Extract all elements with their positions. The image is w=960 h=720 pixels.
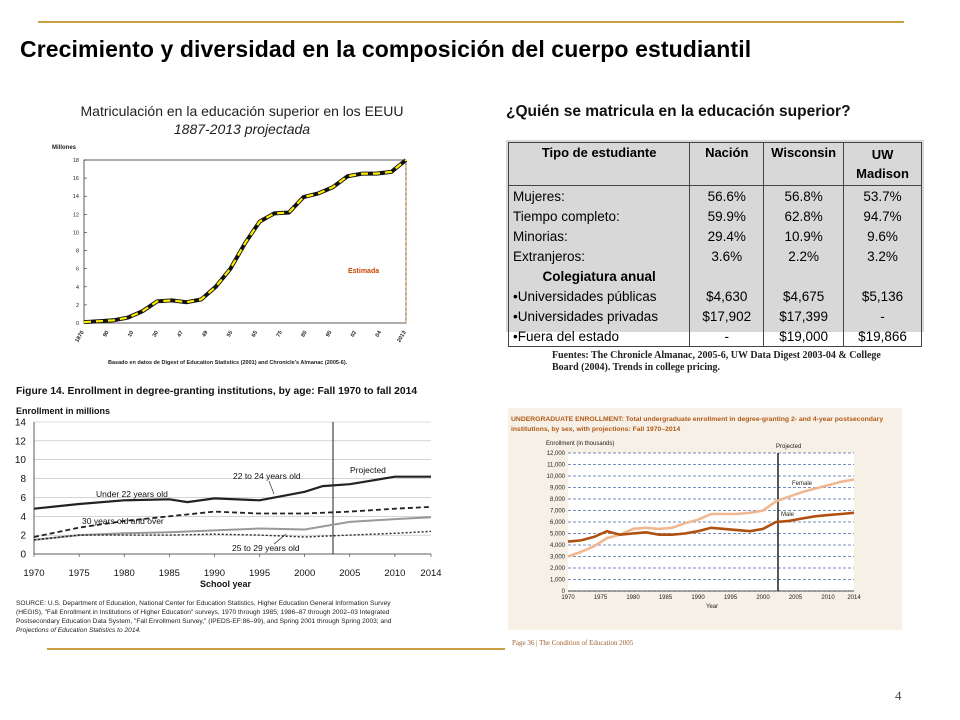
table-title: ¿Quién se matricula en la educación superior? (506, 103, 851, 120)
chart3-ylabel: Enrollment (in thousands) (546, 441, 615, 447)
table-empty-cell (764, 266, 844, 286)
table-panel (506, 140, 924, 344)
chart2-svg (14, 380, 450, 638)
chart1-series-outline (84, 160, 406, 322)
table-row (509, 226, 922, 246)
chart1-xtick-label: 02 (349, 330, 359, 339)
chart2-label-30plus: 30 years old and over (82, 516, 164, 526)
bottom-rule (47, 648, 505, 650)
chart3-ytick-label: 9,000 (549, 485, 565, 492)
demographic-cell-1: 59.9% (690, 206, 764, 226)
chart2-ytick-label: 14 (14, 417, 26, 429)
chart1-ytick-label: 14 (72, 194, 79, 201)
chart2-ylabel: Enrollment in millions (16, 406, 111, 416)
chart3-ytick-label: 3,000 (549, 554, 565, 561)
tuition-cell-2: $17,399 (764, 306, 844, 326)
chart3-projected-label: Projected (776, 444, 802, 450)
chart1-estimate-label: Estimada (348, 268, 380, 275)
chart2-label-25to29: 25 to 29 years old (232, 543, 300, 553)
demographic-cell-3: 3.2% (844, 246, 922, 266)
page-number: 4 (895, 688, 902, 703)
chart3-ytick-label: 6,000 (549, 520, 565, 526)
demographic-cell-2: 10.9% (764, 226, 844, 246)
chart1-ytick-label: 0 (75, 321, 79, 327)
chart2-projected-label: Projected (350, 465, 386, 475)
chart2-xtick-label: 2005 (339, 568, 361, 579)
demographic-cell-0: Mujeres: (509, 186, 690, 207)
chart1-xtick-label: 55 (226, 330, 235, 339)
chart1-xtick-label: 65 (250, 330, 260, 339)
chart3-title-line1: UNDERGRADUATE ENROLLMENT: Total undergraduate enrollment in degree-granting 2- and 4-year postsecondary (511, 416, 884, 423)
demographic-cell-3: 94.7% (844, 206, 922, 226)
chart2-ytick-label: 12 (14, 436, 26, 448)
tuition-cell-0: •Fuera del estado (509, 326, 690, 347)
demographic-cell-2: 56.8% (764, 186, 844, 207)
chart2-xlabel: School year (200, 579, 252, 589)
chart3-footer: Page 36 | The Condition of Education 2005 (512, 639, 634, 647)
tuition-cell-2: $19,000 (764, 326, 844, 347)
table-source-line2: Board (2004). Trends in college pricing. (552, 362, 721, 373)
table-subheader-row (509, 266, 922, 286)
chart1-xtick-label: 1870 (74, 330, 86, 344)
chart2-label-22to24-leader (269, 481, 274, 494)
chart2-xtick-label: 1985 (158, 568, 180, 579)
chart1-xtick-label: 49 (201, 330, 210, 339)
chart2-source-line2: (HEGIS), "Fall Enrollment in Institutions of Higher Education" surveys, 1970 through 1985; 1986–87 through 2002–03 Integrated (16, 609, 390, 616)
chart1-title-line2: 1887-2013 projectada (173, 121, 311, 137)
th-wisconsin: Wisconsin (764, 143, 844, 186)
chart2-ytick-label: 2 (20, 530, 26, 542)
chart2-series-line (34, 531, 431, 540)
chart1-xtick-label: 95 (325, 330, 334, 339)
chart3-xtick-label: 1995 (723, 595, 738, 601)
chart3-xtick-label: 2010 (821, 595, 835, 601)
chart3-ytick-label: 10,000 (546, 474, 565, 480)
tuition-cell-0: •Universidades públicas (509, 286, 690, 306)
chart1-ytick-label: 4 (75, 284, 79, 291)
chart3-xtick-label: 1975 (593, 595, 608, 601)
demographic-cell-2: 62.8% (764, 206, 844, 226)
chart2-ytick-label: 6 (20, 492, 26, 504)
tuition-cell-0: •Universidades privadas (509, 306, 690, 326)
chart1-ytick-label: 2 (75, 302, 79, 309)
th-nation: Nación (690, 143, 764, 186)
chart3-ytick-label: 4,000 (549, 543, 565, 549)
chart1-ytick-label: 6 (75, 266, 79, 273)
tuition-cell-1: $4,630 (690, 286, 764, 306)
chart3-ytick-label: 5,000 (549, 531, 565, 538)
chart3-ytick-label: 2,000 (549, 566, 565, 572)
chart2-ytick-label: 0 (20, 549, 26, 561)
chart2-panel (14, 380, 450, 638)
chart3-xtick-label: 2000 (756, 595, 770, 601)
chart1-ytick-label: 10 (72, 230, 79, 237)
chart3-ytick-label: 7,000 (549, 508, 565, 515)
chart3-xtick-label: 2005 (788, 595, 803, 601)
top-rule (38, 21, 904, 23)
chart3-xtick-label: 2014 (847, 595, 861, 601)
table-empty-cell (844, 266, 922, 286)
chart2-label-under22: Under 22 years old (96, 489, 168, 499)
table-source-line1: Fuentes: The Chronicle Almanac, 2005-6, UW Data Digest 2003-04 & College (552, 350, 881, 361)
chart1-ylabel: Millones (52, 145, 77, 151)
table-header-row (509, 143, 922, 186)
chart3-xlabel: Year (706, 604, 719, 610)
chart1-ytick-label: 12 (72, 212, 79, 219)
chart2-xtick-label: 2000 (294, 568, 316, 579)
chart3-ytick-label: 12,000 (546, 451, 565, 457)
demographic-cell-2: 2.2% (764, 246, 844, 266)
chart1-ytick-label: 8 (75, 248, 79, 255)
chart3-xtick-label: 1970 (561, 595, 575, 601)
chart2-ytick-label: 10 (14, 455, 26, 467)
tuition-cell-1: $17,902 (690, 306, 764, 326)
demographic-cell-1: 56.6% (690, 186, 764, 207)
chart2-xtick-label: 2014 (420, 568, 442, 579)
chart1-xtick-label: 47 (176, 330, 185, 339)
chart1-xtick-label: 10 (127, 330, 136, 339)
chart2-xtick-label: 1995 (248, 568, 271, 579)
chart3-ytick-label: 11,000 (547, 462, 565, 469)
chart1-xtick-label: 30 (151, 330, 161, 339)
chart2-label-22to24: 22 to 24 years old (233, 471, 301, 481)
demographic-cell-0: Minorias: (509, 226, 690, 246)
table-row (509, 286, 922, 306)
chart3-xtick-label: 1985 (658, 595, 673, 601)
demographic-cell-1: 29.4% (690, 226, 764, 246)
chart1-ytick-label: 16 (72, 176, 79, 183)
chart2-xtick-label: 1975 (68, 568, 90, 579)
chart1-ytick-label: 18 (72, 158, 79, 164)
chart3-ytick-label: 8,000 (549, 497, 565, 503)
demographic-cell-0: Tiempo completo: (509, 206, 690, 226)
chart1-svg (46, 94, 426, 376)
demographic-cell-3: 9.6% (844, 226, 922, 246)
chart3-xtick-label: 1990 (691, 595, 705, 601)
th-type: Tipo de estudiante (509, 143, 690, 186)
chart2-series-line (34, 477, 431, 509)
chart1-title-line1: Matriculación en la educación superior en los EEUU (80, 103, 404, 119)
chart2-ytick-label: 8 (20, 474, 26, 486)
demographic-cell-0: Extranjeros: (509, 246, 690, 266)
table-row (509, 246, 922, 266)
chart1-xtick-label: 2013 (396, 330, 408, 344)
chart3-female-label: Female (792, 481, 813, 487)
chart3-svg (508, 408, 902, 630)
tuition-cell-3: $5,136 (844, 286, 922, 306)
chart2-xtick-label: 2010 (384, 568, 406, 579)
table-row (509, 186, 922, 207)
chart2-source-line4: Projections of Education Statistics to 2014. (16, 627, 141, 634)
chart3-xtick-label: 1980 (626, 595, 640, 601)
chart1-footnote: Basado en datos de Digest of Education Statistics (2001) and Chronicle's Almanac (2005-6). (108, 360, 348, 366)
table-row (509, 306, 922, 326)
tuition-cell-3: - (844, 306, 922, 326)
chart1-xtick-label: 85 (300, 330, 309, 339)
table-row (509, 206, 922, 226)
enrollment-table (508, 142, 922, 347)
chart1-xtick-label: 04 (374, 330, 383, 339)
chart3-ytick-label: 0 (561, 589, 565, 595)
chart2-xtick-label: 1980 (113, 568, 135, 579)
th-madison: UW Madison (844, 143, 922, 186)
tuition-cell-2: $4,675 (764, 286, 844, 306)
chart2-ytick-label: 4 (20, 511, 26, 523)
tuition-cell-3: $19,866 (844, 326, 922, 347)
chart1-xtick-label: 90 (102, 330, 111, 339)
table-subheader: Colegiatura anual (509, 266, 690, 286)
demographic-cell-1: 3.6% (690, 246, 764, 266)
chart2-xtick-label: 1990 (203, 568, 226, 579)
chart3-title-line2: institutions, by sex, with projections: Fall 1970–2014 (511, 426, 681, 433)
chart1-panel (46, 94, 426, 376)
chart3-male-label: Male (781, 512, 795, 518)
table-row (509, 326, 922, 347)
chart3-ytick-label: 1,000 (549, 577, 565, 584)
demographic-cell-3: 53.7% (844, 186, 922, 207)
tuition-cell-1: - (690, 326, 764, 347)
slide-title: Crecimiento y diversidad en la composición del cuerpo estudiantil (20, 36, 752, 62)
chart2-source-line3: Postsecondary Education Data System, "Fall Enrollment Survey," (IPEDS-EF:86–99), and Spring 2001 through Spring 2003; and (16, 618, 392, 625)
chart2-title: Figure 14. Enrollment in degree-granting institutions, by age: Fall 1970 to fall 2014 (16, 386, 418, 397)
chart3-panel (508, 408, 902, 630)
chart2-source-line1: SOURCE: U.S. Department of Education, National Center for Education Statistics, Higher Education General Information Survey (16, 600, 391, 607)
chart2-xtick-label: 1970 (23, 568, 45, 579)
chart1-xtick-label: 75 (275, 330, 284, 339)
table-empty-cell (690, 266, 764, 286)
